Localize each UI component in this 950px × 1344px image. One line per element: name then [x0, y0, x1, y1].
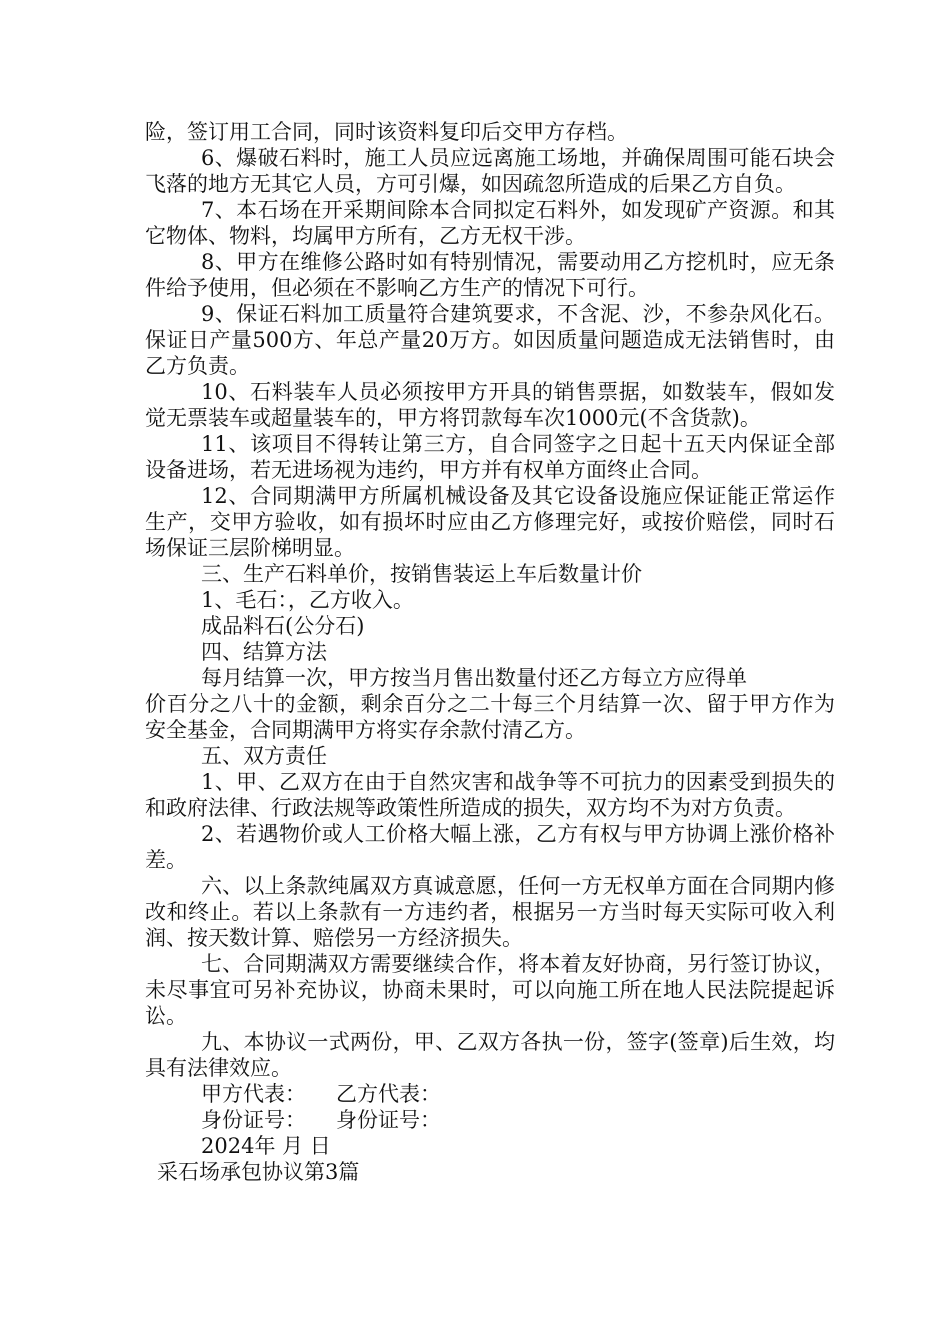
paragraph: 1、毛石：，乙方收入。	[201, 588, 414, 612]
party-b-id-label: 身份证号：	[336, 1108, 441, 1132]
paragraph: 1、甲、乙双方在由于自然灾害和战争等不可抗力的因素受到损失的和政府法律、行政法规等政策性所造成的损失，双方均不为对方负责。	[145, 770, 835, 820]
section-heading: 三、生产石料单价，按销售装运上车后数量计价	[201, 562, 642, 586]
paragraph: 成品料石(公分石)	[201, 614, 365, 638]
party-b-representative-label: 乙方代表：	[336, 1082, 441, 1106]
paragraph: 2、若遇物价或人工价格大幅上涨，乙方有权与甲方协调上涨价格补差。	[145, 822, 835, 872]
paragraph: 六、以上条款纯属双方真诚意愿，任何一方无权单方面在合同期内修改和终止。若以上条款有一方违约者，根据另一方当时每天实际可收入利润、按天数计算、赔偿另一方经济损失。	[145, 874, 835, 950]
paragraph: 七、合同期满双方需要继续合作，将本着友好协商，另行签订协议，未尽事宜可另补充协议，协商未果时，可以向施工所在地人民法院提起诉讼。	[145, 952, 835, 1028]
paragraph: 12、合同期满甲方所属机械设备及其它设备设施应保证能正常运作生产，交甲方验收，如有损坏时应由乙方修理完好，或按价赔偿，同时石场保证三层阶梯明显。	[145, 484, 835, 560]
paragraph: 价百分之八十的金额，剩余百分之二十每三个月结算一次、留于甲方作为安全基金，合同期满甲方将实存余款付清乙方。	[145, 692, 835, 742]
party-a-representative-label: 甲方代表：	[201, 1082, 306, 1106]
paragraph: 九、本协议一式两份，甲、乙双方各执一份，签字(签章)后生效，均具有法律效应。	[145, 1030, 835, 1080]
date-line: 2024年 月 日	[201, 1134, 331, 1158]
paragraph: 8、甲方在维修公路时如有特别情况，需要动用乙方挖机时，应无条件给予使用，但必须在不影响乙方生产的情况下可行。	[145, 250, 835, 300]
id-number-line	[145, 1107, 835, 1133]
representative-line	[145, 1081, 835, 1107]
paragraph: 险，签订用工合同，同时该资料复印后交甲方存档。	[145, 120, 628, 144]
paragraph: 11、该项目不得转让第三方，自合同签字之日起十五天内保证全部设备进场，若无进场视为违约，甲方并有权单方面终止合同。	[145, 432, 835, 482]
paragraph: 7、本石场在开采期间除本合同拟定石料外，如发现矿产资源。和其它物体、物料，均属甲方所有，乙方无权干涉。	[145, 198, 835, 248]
paragraph: 每月结算一次，甲方按当月售出数量付还乙方每立方应得单	[201, 666, 747, 690]
paragraph: 10、石料装车人员必须按甲方开具的销售票据，如数装车，假如发觉无票装车或超量装车的，甲方将罚款每车次1000元(不含货款)。	[145, 380, 835, 430]
document-body	[145, 119, 835, 1185]
section-heading: 五、双方责任	[201, 744, 327, 768]
paragraph: 6、爆破石料时，施工人员应远离施工场地，并确保周围可能石块会飞落的地方无其它人员，方可引爆，如因疏忽所造成的后果乙方自负。	[145, 146, 835, 196]
next-document-title: 采石场承包协议第3篇	[157, 1160, 360, 1184]
section-heading: 四、结算方法	[201, 640, 327, 664]
party-a-id-label: 身份证号：	[201, 1108, 306, 1132]
paragraph: 9、保证石料加工质量符合建筑要求，不含泥、沙，不参杂风化石。保证日产量500方、年总产量20万方。如因质量问题造成无法销售时，由乙方负责。	[145, 302, 835, 378]
